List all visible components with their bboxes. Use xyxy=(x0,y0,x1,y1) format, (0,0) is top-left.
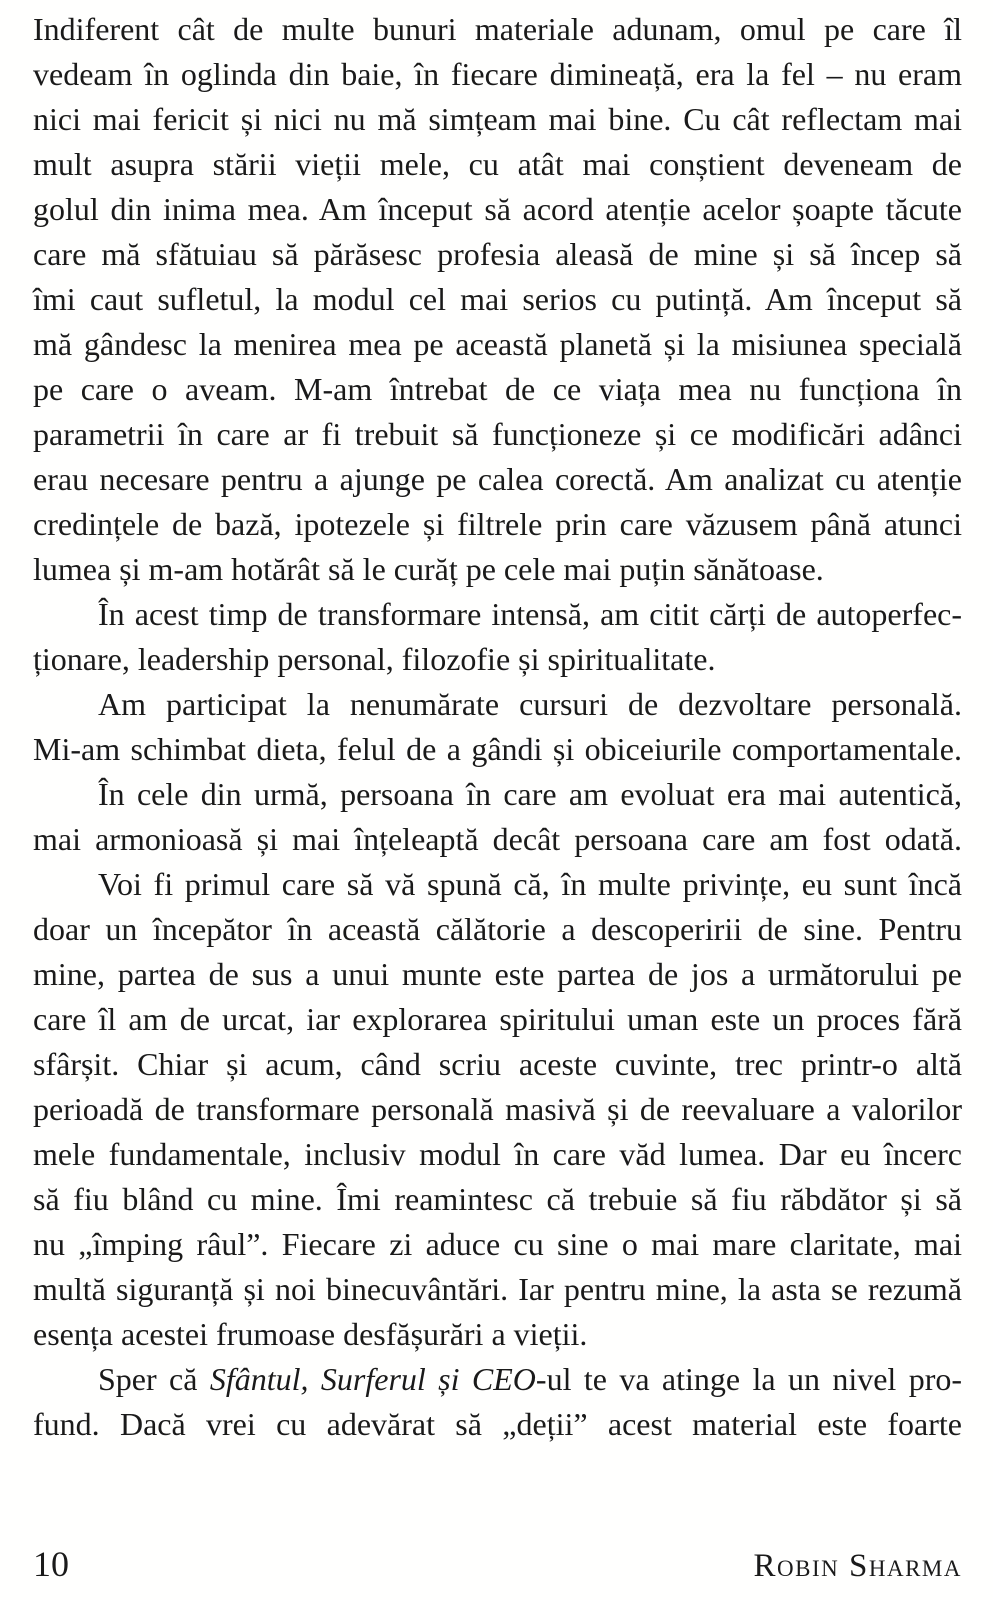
text-line xyxy=(33,1132,962,1177)
text-segment: să fiu blând cu mine. Îmi reamintesc că trebuie să fiu răbdător și să xyxy=(33,1181,962,1217)
text-segment: sfârșit. Chiar și acum, când scriu aceste cuvinte, trec printr-o altă xyxy=(33,1046,962,1082)
text-segment: vedeam în oglinda din baie, în fiecare dimineață, era la fel – nu eram xyxy=(33,56,962,92)
text-line xyxy=(33,592,962,637)
text-line xyxy=(33,322,962,367)
text-segment: ționare, leadership personal, filozofie și spiritualitate. xyxy=(33,641,716,677)
text-segment: care îl am de urcat, iar explorarea spiritului uman este un proces fără xyxy=(33,1001,962,1037)
text-line xyxy=(33,547,962,592)
text-line xyxy=(33,772,962,817)
text-segment: pe care o aveam. M-am întrebat de ce viața mea nu funcționa în xyxy=(33,371,962,407)
text-segment: erau necesare pentru a ajunge pe calea corectă. Am analizat cu atenție xyxy=(33,461,962,497)
text-line xyxy=(33,1222,962,1267)
text-line xyxy=(33,7,962,52)
page-number: 10 xyxy=(33,1544,69,1584)
text-line xyxy=(33,997,962,1042)
text-segment: mine, partea de sus a unui munte este partea de jos a următorului pe xyxy=(33,956,962,992)
text-line xyxy=(33,457,962,502)
text-line xyxy=(33,907,962,952)
text-line xyxy=(33,1312,962,1357)
text-line xyxy=(33,1042,962,1087)
text-line xyxy=(33,52,962,97)
text-segment: multă siguranță și noi binecuvântări. Iar pentru mine, la asta se rezumă xyxy=(33,1271,962,1307)
text-segment: Sper că xyxy=(98,1361,210,1397)
text-line xyxy=(33,637,962,682)
text-line xyxy=(33,502,962,547)
text-segment: esența acestei frumoase desfășurări a vieții. xyxy=(33,1316,588,1352)
text-line xyxy=(33,367,962,412)
text-segment: nici mai fericit și nici nu mă simțeam mai bine. Cu cât reflectam mai xyxy=(33,101,962,137)
text-line xyxy=(33,187,962,232)
text-segment: parametrii în care ar fi trebuit să funcționeze și ce modificări adânci xyxy=(33,416,962,452)
text-line xyxy=(33,1267,962,1312)
text-line xyxy=(33,862,962,907)
running-head-author: Robin Sharma xyxy=(753,1548,962,1584)
text-line xyxy=(33,1177,962,1222)
text-line xyxy=(33,682,962,727)
text-line xyxy=(33,277,962,322)
text-segment: -ul te va atinge la un nivel pro- xyxy=(535,1361,963,1397)
text-line xyxy=(33,1357,962,1402)
text-segment: mele fundamentale, inclusiv modul în care văd lumea. Dar eu încerc xyxy=(33,1136,962,1172)
text-segment: mult asupra stării vieții mele, cu atât mai conștient deveneam de xyxy=(33,146,962,182)
text-line xyxy=(33,97,962,142)
text-segment: Voi fi primul care să vă spună că, în multe privințe, eu sunt încă xyxy=(98,866,962,902)
text-line xyxy=(33,232,962,277)
text-segment: doar un începător în această călătorie a descoperirii de sine. Pentru xyxy=(33,911,962,947)
book-title-italic: Sfântul, Surferul și CEO xyxy=(209,1361,536,1397)
text-segment: În cele din urmă, persoana în care am evoluat era mai autentică, xyxy=(98,776,962,812)
text-segment: golul din inima mea. Am început să acord atenție acelor șoapte tăcute xyxy=(33,191,962,227)
text-line xyxy=(33,1402,962,1447)
text-line xyxy=(33,412,962,457)
text-line xyxy=(33,1087,962,1132)
text-segment: perioadă de transformare personală masivă și de reevaluare a valorilor xyxy=(33,1091,962,1127)
text-line xyxy=(33,727,962,772)
text-segment: lumea și m-am hotărât să le curăț pe cele mai puțin sănătoase. xyxy=(33,551,824,587)
text-segment: Mi-am schimbat dieta, felul de a gândi și obiceiurile comportamentale. xyxy=(33,731,962,767)
text-segment: Am participat la nenumărate cursuri de dezvoltare personală. xyxy=(98,686,962,722)
text-segment: mai armonioasă și mai înțeleaptă decât persoana care am fost odată. xyxy=(33,821,962,857)
text-segment: care mă sfătuiau să părăsesc profesia aleasă de mine și să încep să xyxy=(33,236,962,272)
text-segment: În acest timp de transformare intensă, am citit cărți de autoperfec- xyxy=(98,596,962,632)
text-line xyxy=(33,142,962,187)
page-footer xyxy=(33,1542,962,1588)
text-segment: fund. Dacă vrei cu adevărat să „deții” acest material este foarte xyxy=(33,1406,962,1442)
text-segment: nu „împing râul”. Fiecare zi aduce cu sine o mai mare claritate, mai xyxy=(33,1226,962,1262)
text-line xyxy=(33,817,962,862)
text-segment: mă gândesc la menirea mea pe această planetă și la misiunea specială xyxy=(33,326,962,362)
text-line xyxy=(33,952,962,997)
text-segment: Indiferent cât de multe bunuri materiale adunam, omul pe care îl xyxy=(33,11,962,47)
text-segment: credințele de bază, ipotezele și filtrele prin care văzusem până atunci xyxy=(33,506,962,542)
page-body xyxy=(33,7,962,1447)
text-segment: îmi caut sufletul, la modul cel mai serios cu putință. Am început să xyxy=(33,281,962,317)
